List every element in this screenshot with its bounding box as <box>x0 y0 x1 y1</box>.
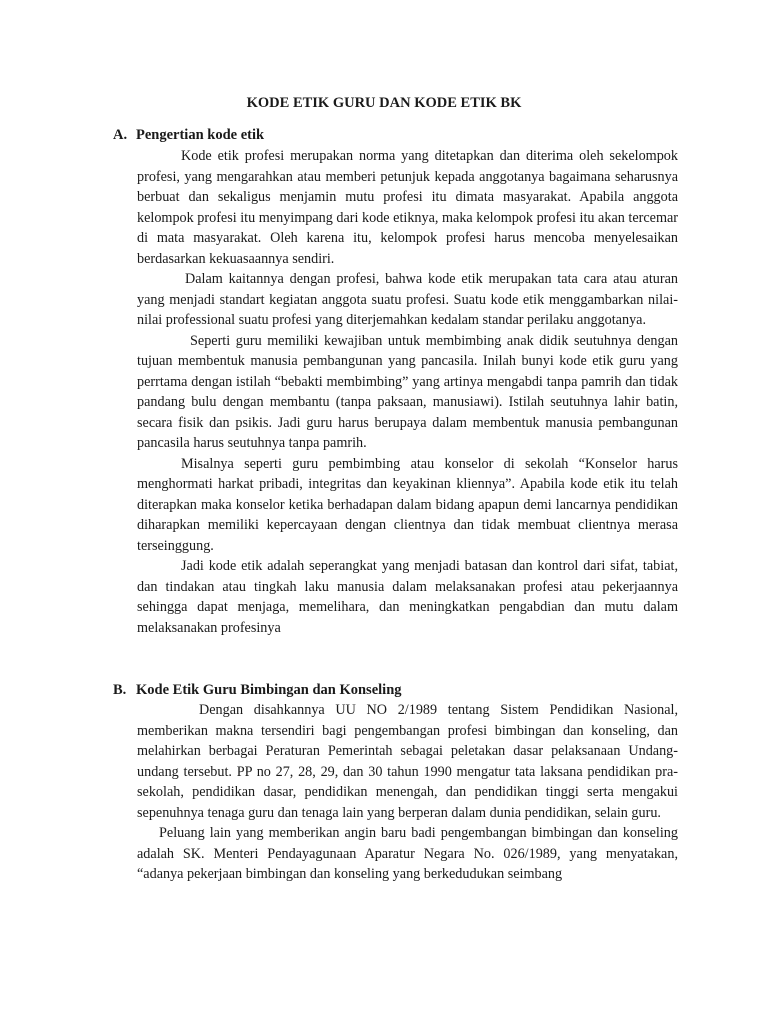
section-marker: B. <box>113 682 127 698</box>
section-heading-pengertian-kode-etik <box>113 126 264 144</box>
paragraph: Seperti guru memiliki kewajiban untuk membimbing anak didik seutuhnya dengan tujuan membentuk manusia pembangunan yang pancasila. Inilah bunyi kode etik guru yang perrtama dengan istilah “bebakti membimbing” yang artinya mengabdi tanpa pamrih dan tidak pandang bulu dengan membantu (tanpa paksaan, manusiawi). Istilah seutuhnya lahir batin, secara fisik dan psikis. Jadi guru harus berupaya dalam membentuk manusia pembangunan pancasila harus seutuhnya tanpa pamrih. <box>137 332 678 451</box>
paragraph: Dengan disahkannya UU NO 2/1989 tentang Sistem Pendidikan Nasional, memberikan makna tersendiri bagi pengembangan profesi bimbingan dan konseling, dan melahirkan berbagai Peraturan Pemerintah sebagai peletakan dasar pelaksanaan Undang-undang tersebut. PP no 27, 28, 29, dan 30 tahun 1990 mengatur tata laksana pendidikan pra-sekolah, pendidikan dasar, pendidikan menengah, dan pendidikan tinggi serta mengakui sepenuhnya tenaga guru dan tenaga lain yang berperan dalam dunia pendidikan, selain guru. <box>137 702 678 821</box>
paragraph: Jadi kode etik adalah seperangkat yang menjadi batasan dan kontrol dari sifat, tabiat, dan tindakan atau tingkah laku manusia dalam melaksanakan profesi atau pekerjaannya sehingga dapat menjaga, memelihara, dan meningkatkan pengabdian dan mutu dalam melaksanakan profesinya <box>137 558 678 636</box>
document-title: KODE ETIK GURU DAN KODE ETIK BK <box>246 95 522 111</box>
section-heading-text: Kode Etik Guru Bimbingan dan Konseling <box>136 682 402 698</box>
section-heading-text: Pengertian kode etik <box>136 127 265 143</box>
section-body-pengertian-kode-etik <box>137 146 678 638</box>
section-body-kode-etik-guru-bk <box>137 700 678 885</box>
paragraph: Kode etik profesi merupakan norma yang ditetapkan dan diterima oleh sekelompok profesi, yang mengarahkan atau memberi petunjuk kepada anggotanya bagaimana seharusnya berbuat dan sekaligus menjamin mutu profesi itu dimata masyarakat. Apabila anggota kelompok profesi itu menyimpang dari kode etiknya, maka kelompok profesi itu akan tercemar di mata masyarakat. Oleh karena itu, kelompok profesi harus mencoba menyelesaikan berdasarkan kekuasaannya sendiri. <box>137 148 678 267</box>
section-heading-kode-etik-guru-bk <box>113 681 402 699</box>
paragraph: Misalnya seperti guru pembimbing atau konselor di sekolah “Konselor harus menghormati harkat pribadi, integritas dan keyakinan kliennya”. Apabila kode etik itu telah diterapkan maka konselor ketika berhadapan dalam bidang apapun demi lancarnya pendidikan diharapkan memiliki kepercayaan dengan clientnya dan tidak membuat clientnya merasa terseinggung. <box>137 455 678 554</box>
section-marker: A. <box>113 127 128 143</box>
paragraph: Peluang lain yang memberikan angin baru badi pengembangan bimbingan dan konseling adalah SK. Menteri Pendayagunaan Aparatur Negara No. 026/1989, yang menyatakan, “adanya pekerjaan bimbingan dan konseling yang berkedudukan seimbang <box>137 825 678 882</box>
paragraph: Dalam kaitannya dengan profesi, bahwa kode etik merupakan tata cara atau aturan yang menjadi standart kegiatan anggota suatu profesi. Suatu kode etik menggambarkan nilai-nilai professional suatu profesi yang diterjemahkan kedalam standar perilaku anggotanya. <box>137 271 678 328</box>
